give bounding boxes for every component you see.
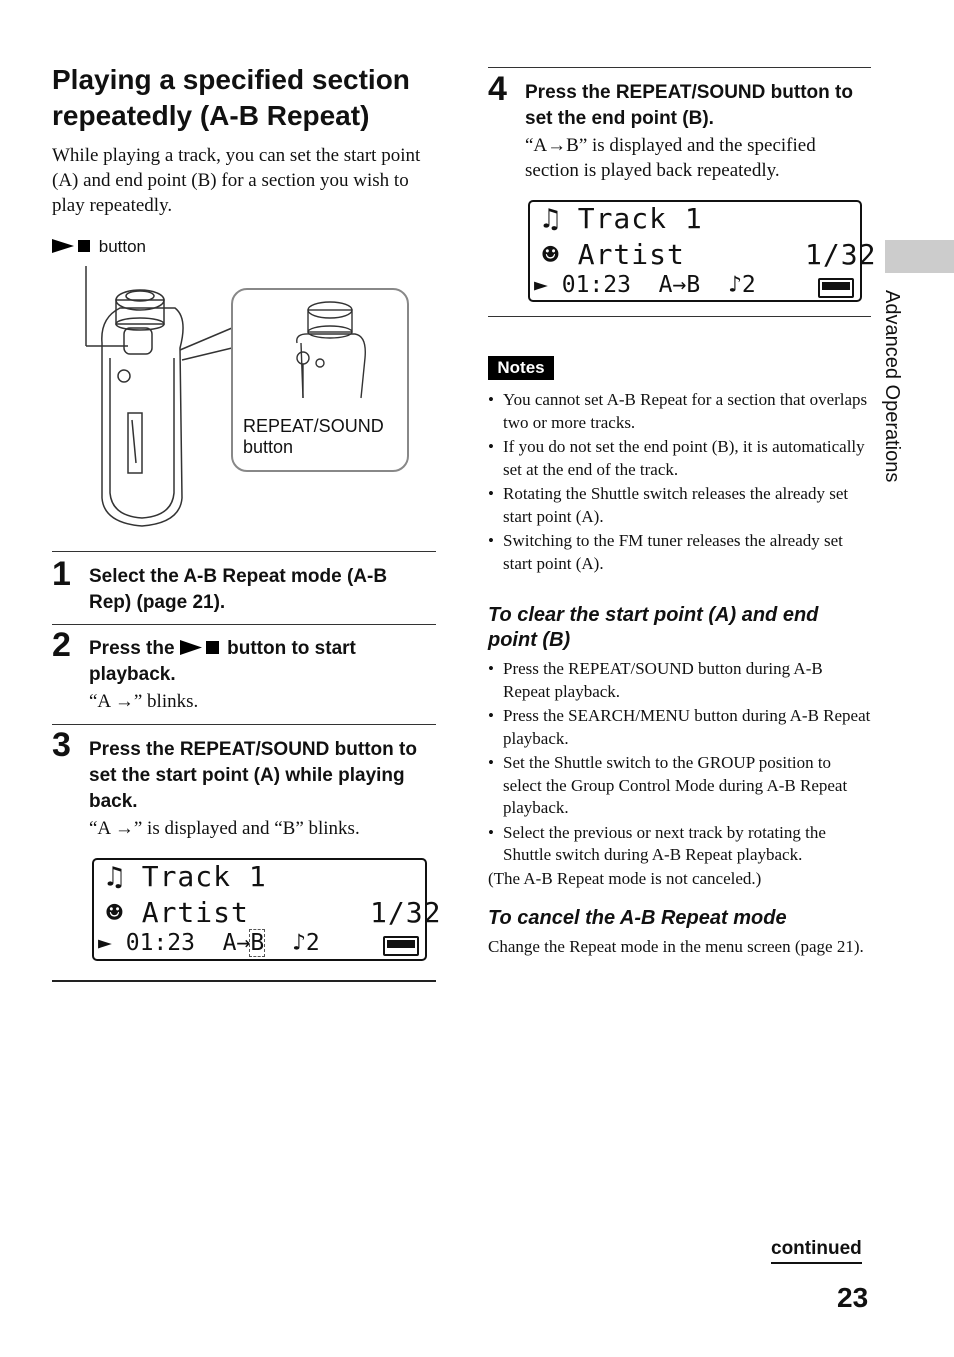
section-tab-marker bbox=[885, 240, 954, 273]
person-icon: ☻ bbox=[106, 896, 124, 929]
step-4-instruction: Press the REPEAT/SOUND button to set the end point (B). bbox=[525, 82, 853, 129]
section-end-rule bbox=[52, 980, 436, 982]
play-icon: ► bbox=[98, 930, 112, 956]
cancel-mode-text: Change the Repeat mode in the menu screen (page 21). bbox=[488, 937, 864, 956]
lcd-track-row: ♫ Track 1 bbox=[106, 860, 267, 893]
step-1-instruction: Select the A-B Repeat mode (A-B Rep) (page 21). bbox=[89, 566, 388, 613]
lcd-track-count: 1/32 bbox=[370, 896, 442, 929]
list-item: • Press the REPEAT/SOUND button during A-B Repeat playback. bbox=[488, 658, 872, 703]
repeat-sound-button-label: REPEAT/SOUND button bbox=[243, 416, 384, 457]
cancel-mode-heading: To cancel the A-B Repeat mode bbox=[488, 907, 787, 929]
music-note-icon: ♪ bbox=[291, 930, 306, 956]
section-divider bbox=[488, 316, 871, 317]
person-icon: ☻ bbox=[542, 238, 560, 271]
play-stop-icon bbox=[180, 638, 222, 659]
lcd-artist-row: ☻ Artist bbox=[106, 896, 249, 929]
step-number: 3 bbox=[52, 726, 71, 764]
notes-list bbox=[488, 389, 872, 577]
lcd-display-end-point bbox=[528, 200, 877, 302]
battery-icon bbox=[818, 278, 854, 298]
step-number: 2 bbox=[52, 626, 71, 664]
battery-icon bbox=[383, 936, 419, 956]
lcd-status-row: ► 01:23 A→B ♪2 bbox=[98, 930, 320, 956]
lcd-status-row: ► 01:23 A→B ♪2 bbox=[534, 272, 756, 298]
blinking-b: B bbox=[250, 930, 265, 956]
music-note-icon: ♫ bbox=[106, 860, 124, 893]
lcd-track-row: ♫ Track 1 bbox=[542, 202, 703, 235]
list-item: • Set the Shuttle switch to the GROUP position to select the Group Control Mode during A-B Repeat playback. bbox=[488, 752, 872, 820]
step-4-result: “A→B” is displayed and the specified section is played back repeatedly. bbox=[525, 135, 816, 181]
arrow-icon: → bbox=[236, 930, 251, 956]
step-3-instruction: Press the REPEAT/SOUND button to set the start point (A) while playing back. bbox=[89, 739, 417, 812]
list-item: • Select the previous or next track by rotating the Shuttle switch during A-B Repeat playback. bbox=[488, 822, 872, 867]
list-item: • Press the SEARCH/MENU button during A-B Repeat playback. bbox=[488, 705, 872, 750]
page-title: Playing a specified section repeatedly (A-B Repeat) bbox=[52, 64, 410, 131]
play-stop-icon bbox=[52, 237, 99, 256]
page-number: 23 bbox=[837, 1282, 869, 1313]
clear-points-list bbox=[488, 658, 872, 869]
play-icon: ► bbox=[534, 272, 548, 298]
step-2-result: “A →” blinks. bbox=[89, 691, 199, 712]
music-note-icon: ♫ bbox=[542, 202, 560, 235]
intro-paragraph: While playing a track, you can set the start point (A) and end point (B) for a section you wish to play repeatedly. bbox=[52, 145, 421, 216]
step-divider bbox=[52, 551, 436, 552]
step-divider bbox=[488, 67, 871, 68]
play-stop-button-label: button bbox=[52, 237, 146, 257]
step-number: 1 bbox=[52, 555, 71, 593]
step-divider bbox=[52, 624, 436, 625]
continued-label: continued bbox=[771, 1238, 862, 1264]
step-2-instruction: Press the button to start playback. bbox=[89, 638, 356, 685]
clear-points-heading: To clear the start point (A) and end point (B) bbox=[488, 604, 819, 651]
step-number: 4 bbox=[488, 70, 507, 108]
lcd-display-start-point bbox=[92, 858, 442, 961]
music-note-icon: ♪ bbox=[727, 272, 742, 298]
list-item: • Rotating the Shuttle switch releases the already set start point (A). bbox=[488, 483, 872, 528]
list-item: • If you do not set the end point (B), it is automatically set at the end of the track. bbox=[488, 436, 872, 481]
list-item: • You cannot set A-B Repeat for a section that overlaps two or more tracks. bbox=[488, 389, 872, 434]
clear-footnote: (The A-B Repeat mode is not canceled.) bbox=[488, 869, 762, 888]
lcd-artist-row: ☻ Artist bbox=[542, 238, 685, 271]
step-3-result: “A →” is displayed and “B” blinks. bbox=[89, 818, 360, 839]
lcd-track-count: 1/32 bbox=[805, 238, 877, 271]
list-item: • Switching to the FM tuner releases the already set start point (A). bbox=[488, 530, 872, 575]
arrow-icon: → bbox=[672, 272, 687, 298]
step-divider bbox=[52, 724, 436, 725]
section-tab-label: Advanced Operations bbox=[881, 290, 903, 483]
notes-badge: Notes bbox=[488, 356, 554, 380]
